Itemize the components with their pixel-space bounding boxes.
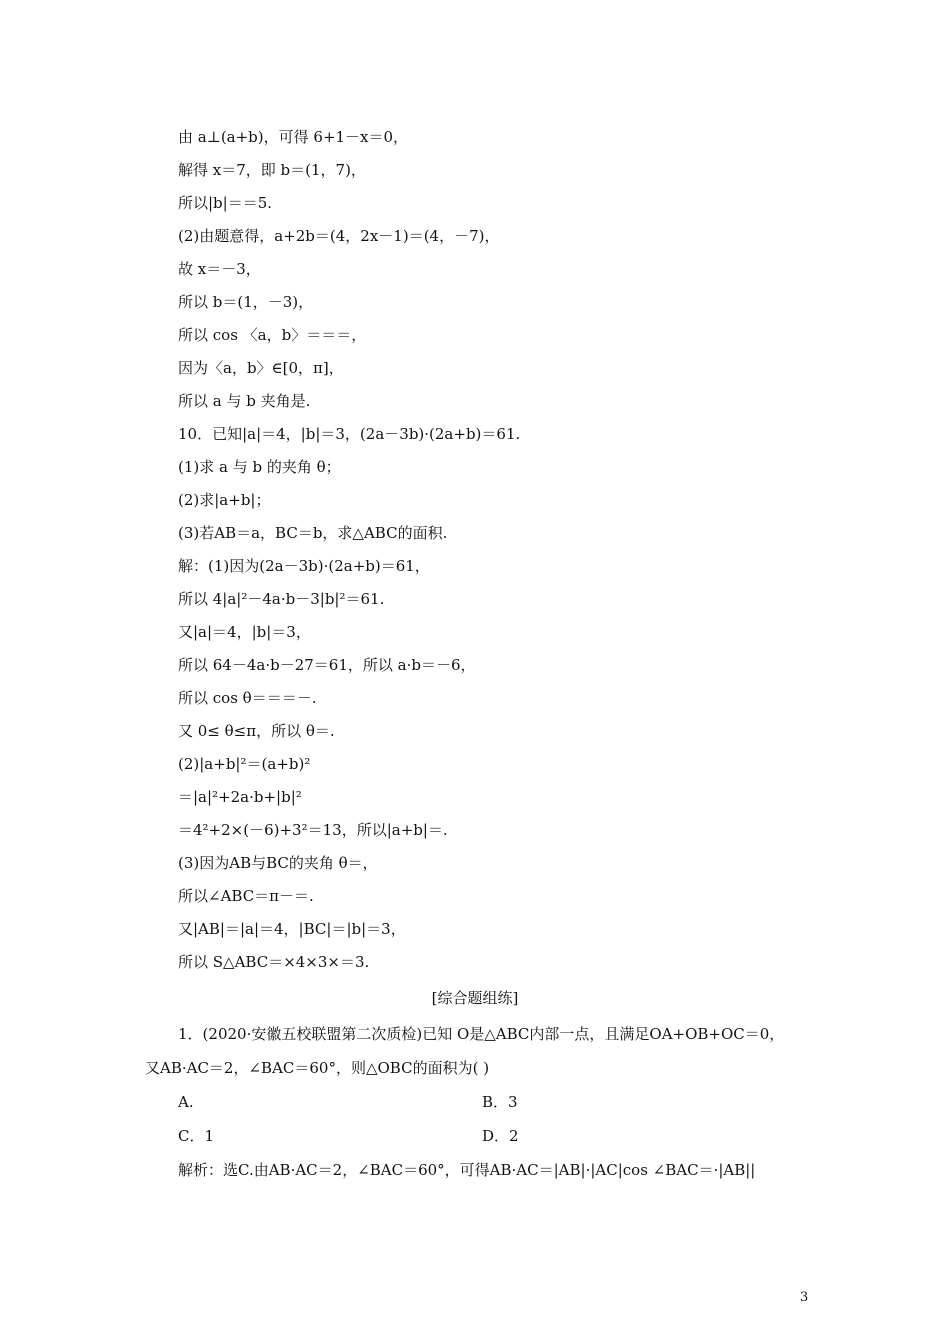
solution-line: (3)因为AB与BC的夹角 θ＝， [178,854,378,872]
question-stem: 又AB·AC＝2，∠BAC＝60°，则△OBC的面积为( ) [145,1059,490,1077]
solution-line: 解：(1)因为(2a－3b)·(2a+b)＝61， [178,557,430,575]
option-b: B．3 [482,1093,518,1111]
problem-part: (1)求 a 与 b 的夹角 θ； [178,458,341,476]
solution-line: 又|AB|＝|a|＝4，|BC|＝|b|＝3， [178,920,406,938]
solution-line: 所以 4|a|²－4a·b－3|b|²＝61. [178,590,385,608]
solution-line: 所以 64－4a·b－27＝61，所以 a·b＝－6， [178,656,476,674]
page-number: 3 [800,1290,809,1305]
option-d: D．2 [482,1127,519,1145]
question-stem: 1．(2020·安徽五校联盟第二次质检)已知 O是△ABC内部一点，且满足OA+OB+OC＝0， [178,1025,785,1043]
solution-line: 所以 S△ABC＝×4×3×＝3. [178,953,370,971]
option-a: A. [178,1093,194,1111]
solution-line: 因为〈a，b〉∈[0，π]， [178,359,344,377]
solution-line: 故 x＝－3， [178,260,261,278]
solution-line: 又 0≤ θ≤π，所以 θ＝. [178,722,335,740]
solution-line: (2)|a+b|²＝(a+b)² [178,755,311,773]
option-c: C．1 [178,1127,215,1145]
analysis-line: 解析：选C.由AB·AC＝2，∠BAC＝60°，可得AB·AC＝|AB|·|AC|cos ∠BAC＝·|AB|| [178,1161,756,1179]
solution-line: 所以|b|＝＝5. [178,194,273,212]
solution-line: 所以 b＝(1，－3)， [178,293,314,311]
problem-part: (3)若AB＝a，BC＝b，求△ABC的面积. [178,524,448,542]
solution-line: ＝4²+2×(－6)+3²＝13，所以|a+b|＝. [178,821,448,839]
solution-line: 所以 a 与 b 夹角是. [178,392,311,410]
solution-line: (2)由题意得，a+2b＝(4，2x－1)＝(4，－7)， [178,227,500,245]
solution-line: 所以 cos θ＝＝＝－. [178,689,317,707]
solution-line: 由 a⊥(a+b)，可得 6+1－x＝0， [178,128,409,146]
solution-line: 解得 x＝7，即 b＝(1，7)， [178,161,366,179]
solution-line: ＝|a|²+2a·b+|b|² [178,788,302,806]
section-title: [综合题组练] [431,989,519,1007]
solution-line: 又|a|＝4，|b|＝3， [178,623,311,641]
solution-line: 所以 cos 〈a，b〉＝＝＝， [178,326,367,344]
solution-line: 所以∠ABC＝π－＝. [178,887,314,905]
problem-part: (2)求|a+b|； [178,491,271,509]
problem-statement: 10．已知|a|＝4，|b|＝3，(2a－3b)·(2a+b)＝61. [178,425,521,443]
